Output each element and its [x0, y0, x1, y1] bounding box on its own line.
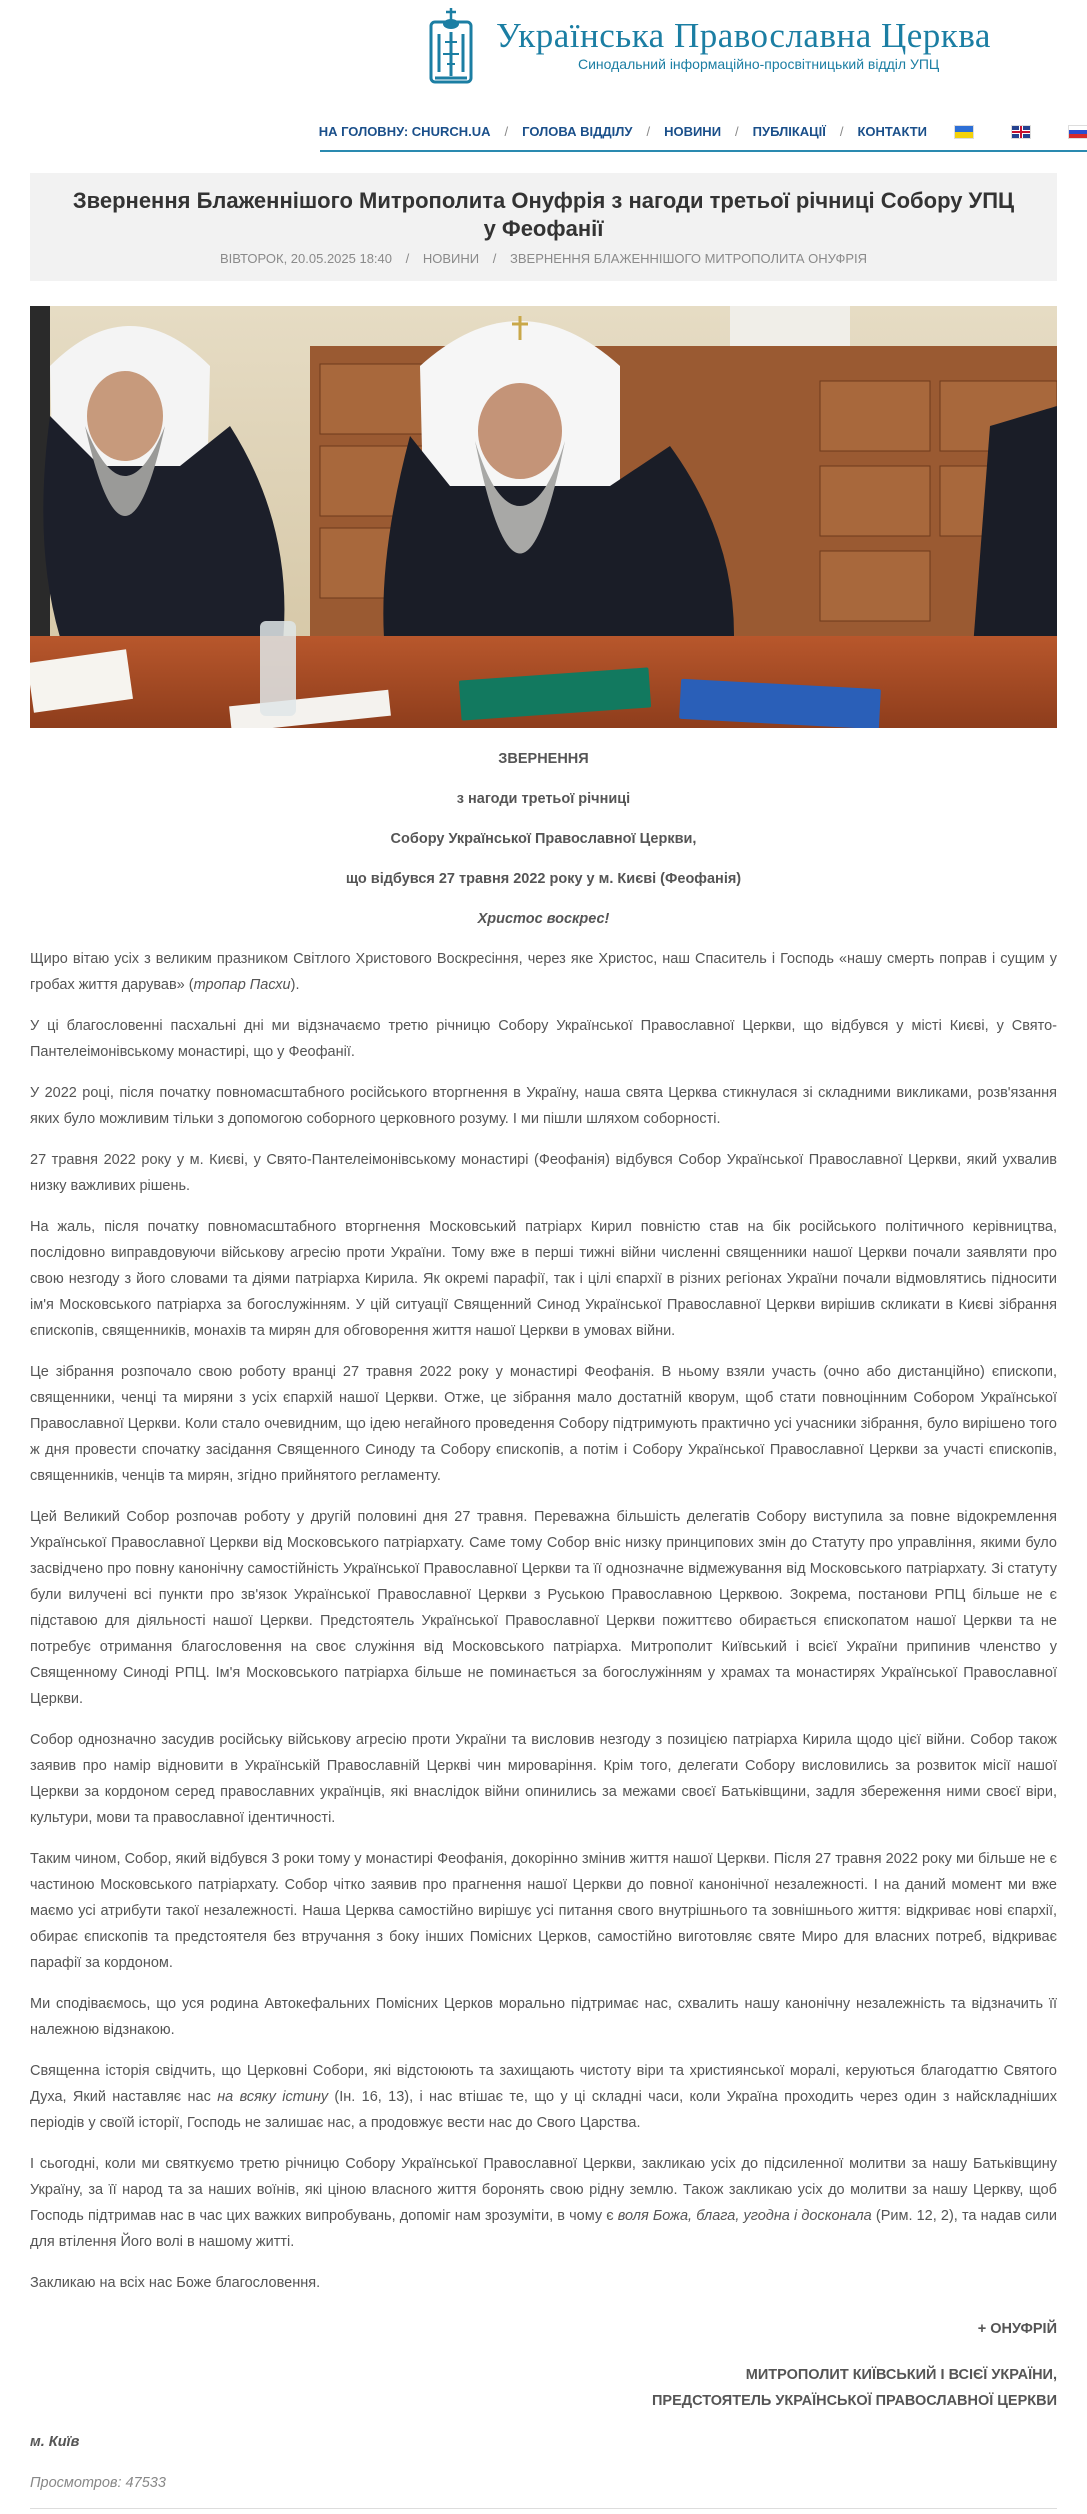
meta-separator: / — [492, 251, 497, 266]
english-flag-icon[interactable] — [1012, 126, 1030, 138]
paragraph: У 2022 році, після початку повномасштабного російського вторгнення в Україну, наша свята Церква стикнулася зі складними викликами, розв'язання яких було можливим тільки з допомогою соборного церковного розуму. І ми пішли шляхом соборності. — [30, 1085, 1057, 1127]
site-title[interactable]: Українська Православна Церква — [496, 16, 991, 55]
appeal-heading-line: з нагоди третьої річниці — [456, 791, 631, 807]
article-title: Звернення Блаженнішого Митрополита Онуфрія з нагоди третьої річниці Собору УПЦ у Феофанії — [72, 188, 1015, 241]
church-emblem-icon[interactable] — [425, 6, 477, 86]
nav-contacts[interactable]: КОНТАКТИ — [857, 124, 927, 139]
nav-home-church-ua[interactable]: НА ГОЛОВНУ: CHURCH.UA — [318, 124, 491, 139]
article-breadcrumb: ЗВЕРНЕННЯ БЛАЖЕННІШОГО МИТРОПОЛИТА ОНУФРІЯ — [510, 251, 868, 266]
signature-title: МИТРОПОЛИТ КИЇВСЬКИЙ І ВСІЄЇ УКРАЇНИ, ПРЕДСТОЯТЕЛЬ УКРАЇНСЬКОЇ ПРАВОСЛАВНОЇ ЦЕРКВИ — [652, 2367, 1057, 2409]
nav-head-of-department[interactable]: ГОЛОВА ВІДДІЛУ — [522, 124, 633, 139]
signature: + ОНУФРІЙ — [977, 2321, 1057, 2337]
nav-separator: / — [735, 124, 739, 139]
appeal-heading-line: що відбувся 27 травня 2022 року у м. Києві (Феофанія) — [345, 871, 742, 887]
nav-separator: / — [839, 124, 844, 139]
paragraph: Це зібрання розпочало свою роботу вранці 27 травня 2022 року у монастирі Феофанія. В ньому взяли участь (очно або дистанційно) єпископи, священники, ченці та миряни з усіх єпархій нашої Церкви. Отже, це зібрання мало достатній кворум, щоб стати повноцінним Собором Української Православної Церкви. Коли стало очевидним, що ідею негайного проведення Собору підтримують практично усі учасники зібрання, було вирішено того ж дня провести спочатку засідання Священного Синоду та Собору єпископів, а потім і Собору Української Православної Церкви за участі єпископів, священників, ченців та мирян, згідно прийнятого регламенту. — [30, 1364, 1057, 1484]
paragraph: У ці благословенні пасхальні дні ми відзначаємо третю річницю Собору Української Православної Церкви, що відбувся у місті Києві, у Свято-Пантелеімонівському монастирі, що у Феофанії. — [30, 1018, 1057, 1060]
nav-news[interactable]: НОВИНИ — [664, 124, 722, 139]
greeting: Христос воскрес! — [477, 911, 610, 927]
place: м. Київ — [30, 2434, 80, 2450]
article-header — [30, 173, 1057, 281]
paragraph: Священна історія свідчить, що Церковні Собори, які відстоюють та захищають чистоту віри та християнської моралі, керуються благодаттю Святого Духа, Який наставляє нас на всяку істину (Ін. 16, 13), і нас втішає те, що у ці складні часи, коли Україна проходить через один з найскладніших періодів у своїй історії, Господь не залишає нас, а продовжує вести нас до Свого Царства. — [30, 2063, 1058, 2131]
paragraph: Ми сподіваємось, що уся родина Автокефальних Помісних Церков морально підтримає нас, схвалить нашу канонічну незалежність та відзначить її належною відзнакою. — [30, 1996, 1057, 2038]
article-category-link[interactable]: НОВИНИ — [422, 251, 480, 266]
paragraph: Цей Великий Собор розпочав роботу у другій половині дня 27 травня. Переважна більшість делегатів Собору виступила за повне відокремлення Української Православної Церкви від Московського патріархату. Саме тому Собор вніс низку принципових змін до Статуту про управління, якими було засвідчено про повну канонічну самостійність Української Православної Церкви та її однозначне відмежування від Московського патріархату. Зі статуту були вилучені всі пункти про зв'язок Української Православної Церкви з Руською Православною Церквою. Зокрема, постанови РПЦ більше не є підставою для діяльності нашої Церкви. Предстоятель Української Православної Церкви пожиттєво обирається єпископатом нашої Церкви та не потребує отримання благословення на своє служіння від Московського патріарха. Митрополит Київський і всієї України припинив членство у Священному Синоді РПЦ. Ім'я Московського патріарха більше не поминається за богослужінням у храмах та монастирях Української Православної Церкви. — [30, 1509, 1057, 1707]
main-navigation — [320, 114, 1087, 152]
paragraph: 27 травня 2022 року у м. Києві, у Свято-Пантелеімонівському монастирі (Феофанія) відбувся Собор Української Православної Церкви, який ухвалив низку важливих рішень. — [30, 1152, 1057, 1194]
site-subtitle: Синодальний інформаційно-просвітницький відділ УПЦ — [578, 56, 940, 72]
nav-separator: / — [504, 124, 509, 139]
paragraph: Таким чином, Собор, який відбувся 3 роки тому у монастирі Феофанія, докорінно змінив життя нашої Церкви. Після 27 травня 2022 року ми більше не є частиною Московського патріархату. Собор чітко заявив про прагнення нашої Церкви до повної канонічної незалежності. І на даний момент ми вже маємо усі атрибути такої незалежності. Наша Церква самостійно вирішує усі питання свого внутрішнього та зовнішнього життя: відкриває нові єпархії, обирає єпископів та предстоятеля без втручання з боку інших Помісних Церков, самостійно виготовляє святе Миро для власних потреб, відкриває парафії за кордоном. — [30, 1851, 1057, 1971]
nav-publications[interactable]: ПУБЛІКАЦІЇ — [752, 124, 826, 139]
article-photo — [30, 306, 1057, 728]
paragraph: Собор однозначно засудив російську військову агресію проти України та висловив незгоду з позицією патріарха Кирила щодо цієї війни. Собор також заявив про намір відновити в Українській Православній Церкві чин мироваріння. Крім того, делегати Собору висловились за розвиток місії нашої Церкви за кордоном серед православних українців, які внаслідок війни опинились за межами своєї Батьківщини, задля збереження ними своєї віри, культури, мови та православної ідентичності. — [30, 1732, 1057, 1826]
nav-separator: / — [646, 124, 651, 139]
meta-separator: / — [405, 251, 410, 266]
paragraph: І сьогодні, коли ми святкуємо третю річницю Собору Української Православної Церкви, закликаю усіх до підсиленної молитви за нашу Батьківщину Україну, за її народ та за наших воїнів, які ціною власного життя боронять свою рідну землю. Також закликаю усіх до молитви за нашу Церкву, щоб Господь підтримав нас в час цих важких випробувань, допоміг нам зрозуміти, в чому є воля Божа, блага, угодна і досконала (Рим. 12, 2), та надав сили для втілення Його волі в нашому житті. — [30, 2156, 1057, 2250]
site-header — [0, 0, 1087, 160]
appeal-heading: ЗВЕРНЕННЯ — [498, 751, 589, 767]
paragraph: Щиро вітаю усіх з великим празником Світлого Христового Воскресіння, через яке Христос, наш Спаситель і Господь «нашу смерть поправ і сущим у гробах життя дарував» (тропар Пасхи). — [30, 951, 1057, 993]
russian-flag-icon[interactable] — [1069, 126, 1087, 138]
appeal-heading-line: Собору Української Православної Церкви, — [390, 831, 697, 847]
divider — [30, 2508, 1057, 2509]
paragraph: Закликаю на всіх нас Боже благословення. — [30, 2275, 321, 2291]
article-meta — [30, 251, 1057, 266]
article-date: ВІВТОРОК, 20.05.2025 18:40 — [219, 251, 393, 266]
ukrainian-flag-icon[interactable] — [955, 126, 973, 138]
paragraph: На жаль, після початку повномасштабного вторгнення Московський патріарх Кирил повністю став на бік російського політичного керівництва, послідовно виправдовуючи військову агресію проти України. Тому вже в перші тижні війни численні священники нашої Церкви почали заявляти про свою незгоду з його словами та діями патріарха Кирила. Як окремі парафії, так і цілі єпархії в різних регіонах України почали відмовлятись підносити ім'я Московського патріарха за богослужінням. У цій ситуації Священний Синод Української Православної Церкви вирішив скликати в Києві зібрання єпископів, священників, монахів та мирян для обговорення життя нашої Церкви в умовах війни. — [30, 1219, 1057, 1339]
article-body — [30, 746, 1057, 2511]
view-counter: Просмотров: 47533 — [30, 2475, 166, 2491]
